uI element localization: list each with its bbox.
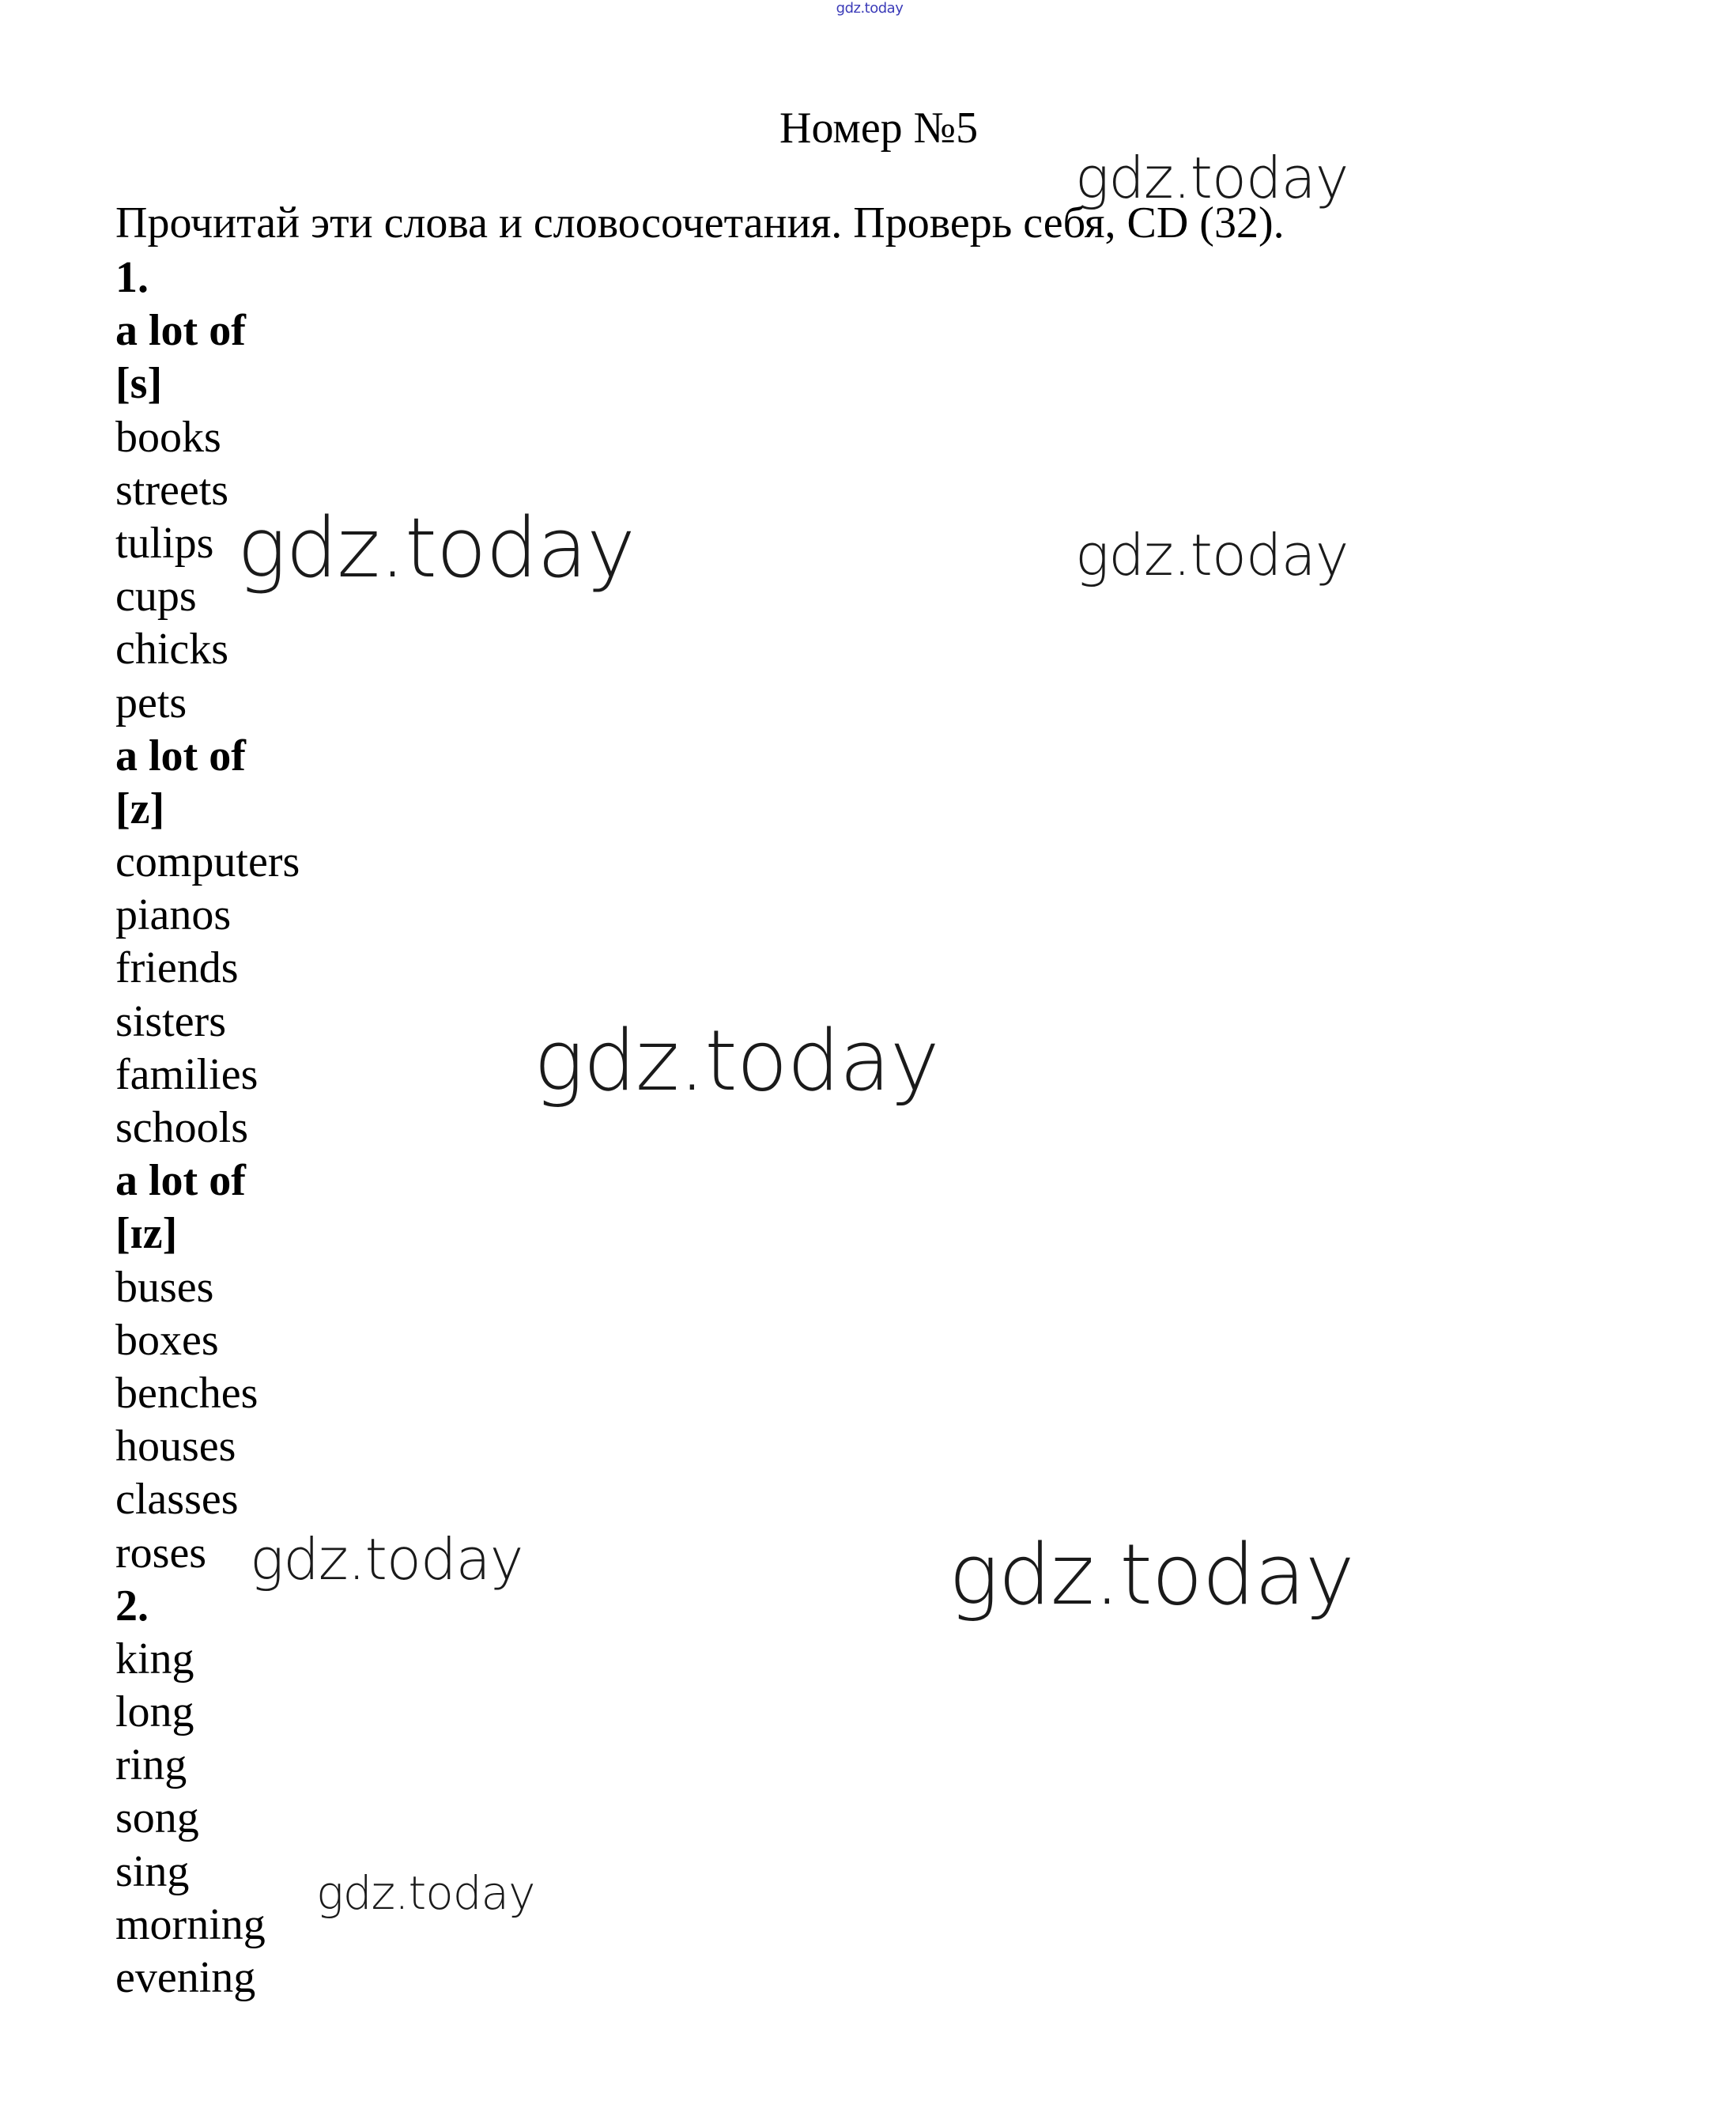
word-item: families [115, 1049, 259, 1099]
word-item: schools [115, 1103, 248, 1152]
word-item: cups [115, 572, 197, 622]
watermark: gdz.today [1075, 145, 1349, 211]
section-heading: 1. [115, 253, 149, 302]
section-heading: a lot of [115, 731, 246, 780]
word-item: king [115, 1634, 194, 1683]
word-item: books [115, 412, 221, 462]
section-heading: a lot of [115, 306, 246, 356]
section-heading: [ɪz] [115, 1209, 178, 1259]
word-item: roses [115, 1528, 207, 1578]
word-item: ring [115, 1740, 187, 1790]
word-item: friends [115, 943, 239, 993]
watermark: gdz.today [237, 500, 635, 596]
word-item: boxes [115, 1315, 219, 1365]
watermark: gdz.today [949, 1526, 1354, 1623]
word-item: pets [115, 678, 187, 727]
word-item: benches [115, 1368, 259, 1418]
section-heading: [z] [115, 784, 165, 833]
word-item: evening [115, 1953, 256, 2002]
word-item: pianos [115, 890, 232, 940]
watermark: gdz.today [1075, 522, 1349, 588]
word-item: computers [115, 837, 300, 887]
word-item: sing [115, 1846, 190, 1896]
watermark: gdz.today [316, 1866, 535, 1920]
word-item: morning [115, 1899, 266, 1949]
watermark: gdz.today [250, 1526, 523, 1593]
watermark: gdz.today [534, 1012, 939, 1109]
word-item: streets [115, 465, 229, 515]
word-item: chicks [115, 625, 229, 675]
header-mark: gdz.today [836, 0, 904, 17]
word-item: sisters [115, 996, 226, 1046]
section-heading: [s] [115, 359, 163, 409]
word-item: classes [115, 1475, 239, 1525]
section-heading: a lot of [115, 1156, 246, 1206]
page-title: Номер №5 [779, 104, 979, 153]
section-heading: 2. [115, 1581, 149, 1631]
instruction-text: Прочитай эти слова и словосочетания. Проверь себя, CD (32). [115, 198, 1285, 248]
word-item: long [115, 1687, 194, 1737]
word-item: song [115, 1793, 199, 1843]
word-item: tulips [115, 518, 214, 568]
word-item: buses [115, 1262, 214, 1312]
word-item: houses [115, 1422, 236, 1472]
